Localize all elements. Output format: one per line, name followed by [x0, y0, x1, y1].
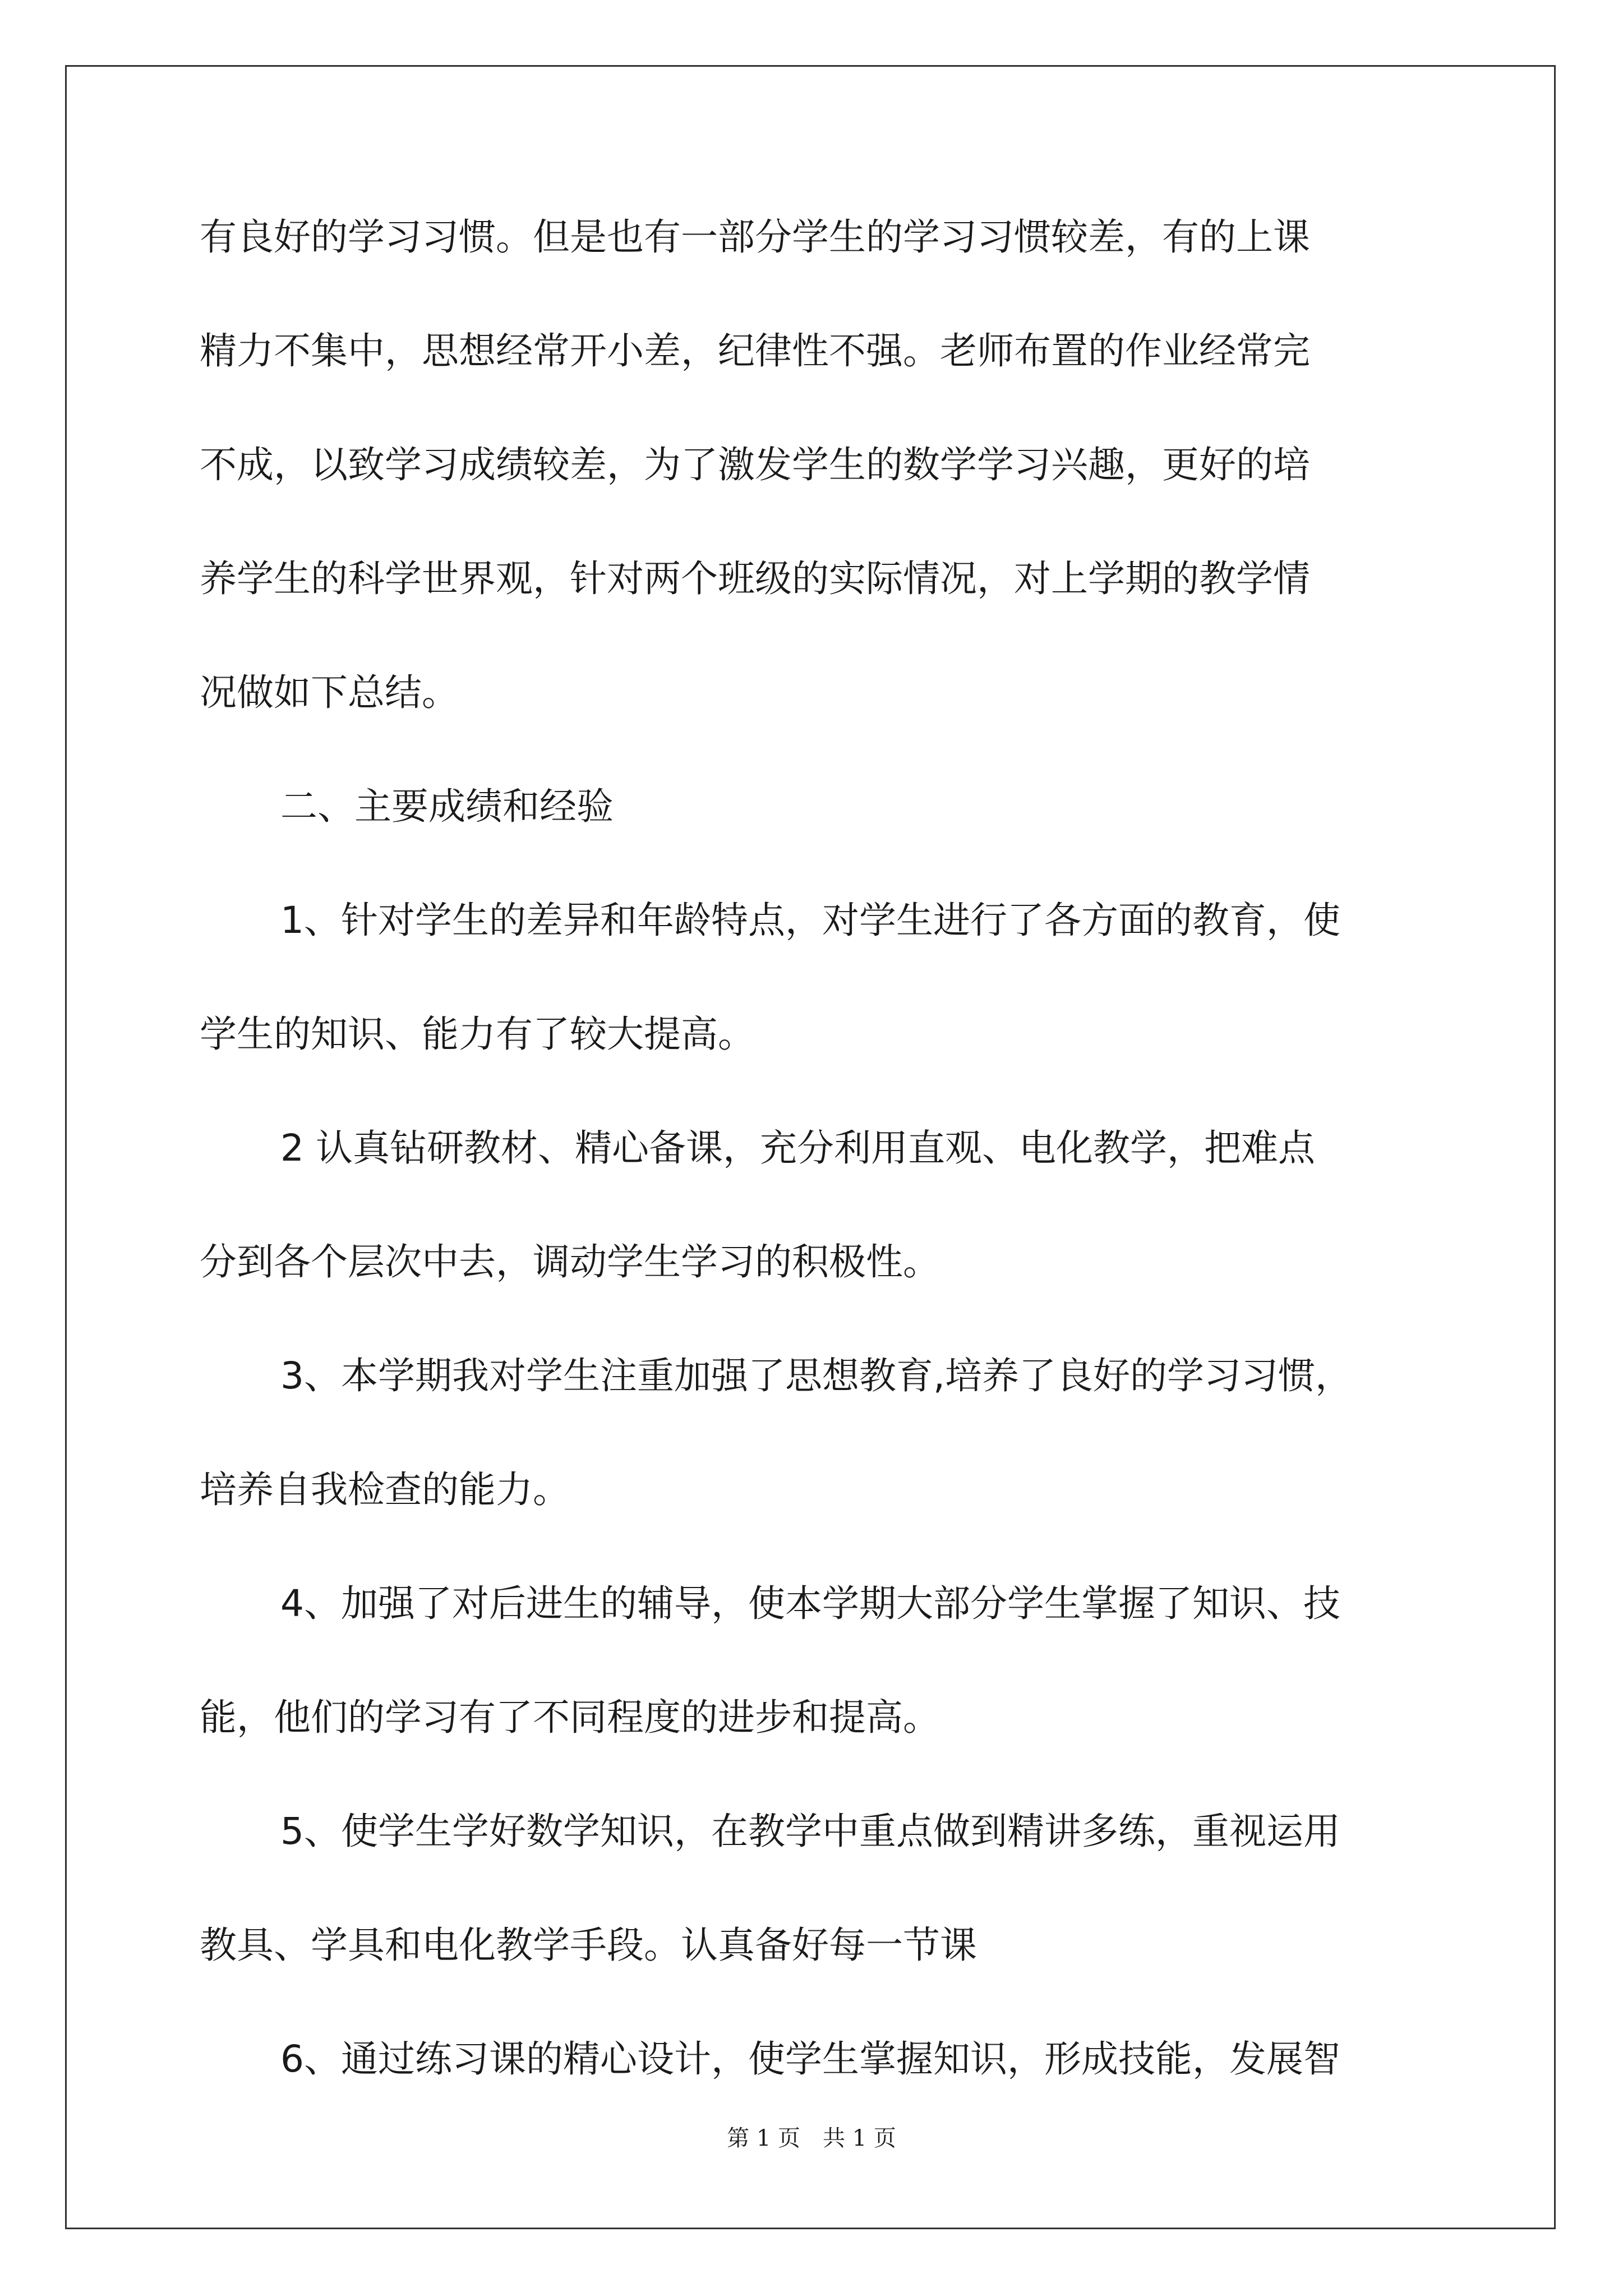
text-line: 养学生的科学世界观，针对两个班级的实际情况，对上学期的教学情 [200, 557, 1310, 600]
page-number-footer: 第 1 页 共 1 页 [727, 2125, 896, 2151]
text-line: 不成，以致学习成绩较差，为了激发学生的数学学习兴趣，更好的培 [200, 443, 1310, 486]
text-line: 3、本学期我对学生注重加强了思想教育,培养了良好的学习习惯， [280, 1354, 1352, 1397]
text-line: 能，他们的学习有了不同程度的进步和提高。 [200, 1696, 940, 1739]
text-line: 况做如下总结。 [200, 671, 459, 714]
text-line: 有良好的学习习惯。但是也有一部分学生的学习习惯较差，有的上课 [200, 215, 1310, 259]
text-line: 学生的知识、能力有了较大提高。 [200, 1013, 755, 1056]
text-line: 培养自我检查的能力。 [200, 1468, 570, 1511]
text-line: 2 认真钻研教材、精心备课，充分利用直观、电化教学，把难点 [280, 1126, 1315, 1170]
text-line: 教具、学具和电化教学手段。认真备好每一节课 [200, 1924, 977, 1967]
section-heading: 二、主要成绩和经验 [280, 785, 614, 828]
text-line: 1、针对学生的差异和年龄特点，对学生进行了各方面的教育，使 [280, 899, 1340, 942]
document-body [200, 215, 1428, 2081]
text-line: 4、加强了对后进生的辅导，使本学期大部分学生掌握了知识、技 [280, 1582, 1340, 1625]
text-line: 精力不集中，思想经常开小差，纪律性不强。老师布置的作业经常完 [200, 329, 1310, 372]
text-line: 5、使学生学好数学知识，在教学中重点做到精讲多练，重视运用 [280, 1810, 1340, 1853]
text-line: 6、通过练习课的精心设计，使学生掌握知识，形成技能，发展智 [280, 2037, 1340, 2081]
text-line: 分到各个层次中去，调动学生学习的积极性。 [200, 1240, 940, 1283]
